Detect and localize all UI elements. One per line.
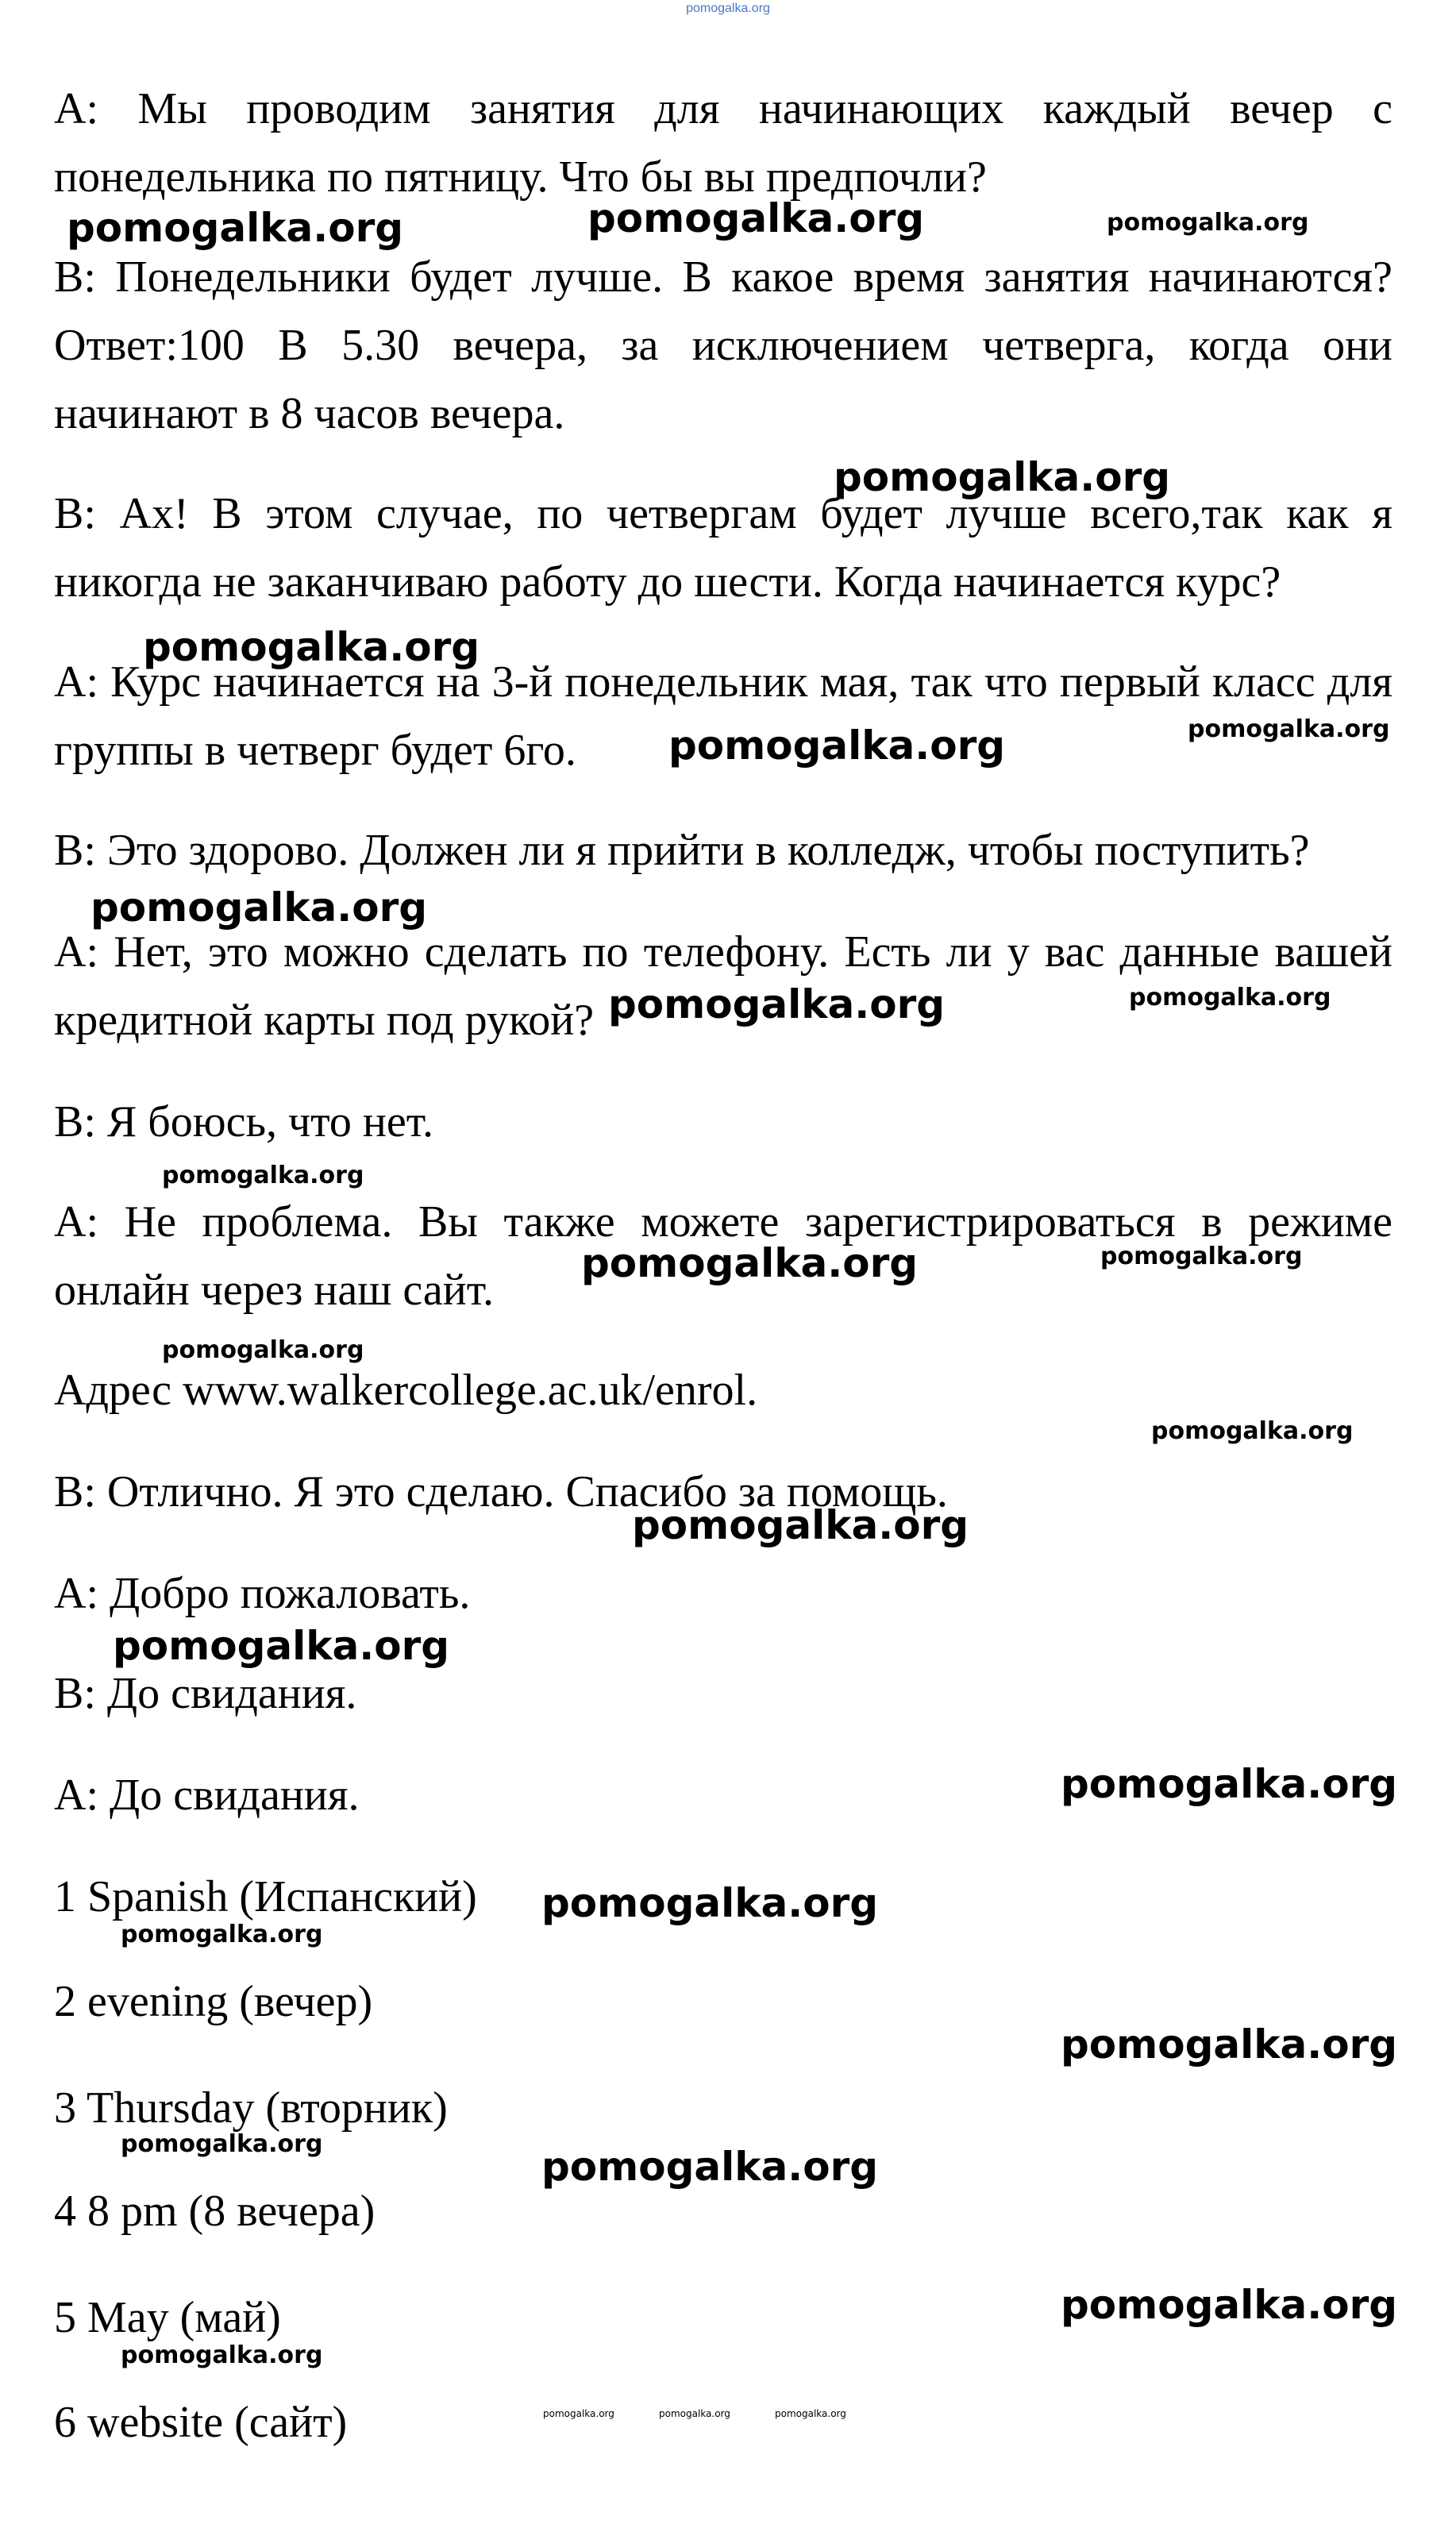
- watermark: pomogalka.org: [67, 205, 404, 251]
- dialogue-line: А: Курс начинается на 3-й понедельник мая, так что первый класс для группы в четверг будет 6го.: [54, 657, 1392, 775]
- page-header-watermark: pomogalka.org: [686, 2, 770, 15]
- dialogue-line: В: Отлично. Я это сделаю. Спасибо за помощь.: [54, 1467, 948, 1516]
- answer-item: 6 website (сайт): [54, 2398, 348, 2447]
- watermark: pomogalka.org: [121, 1921, 323, 1948]
- watermark: pomogalka.org: [775, 2408, 846, 2419]
- watermark: pomogalka.org: [1061, 2282, 1398, 2328]
- answer-item: 3 Thursday (вторник): [54, 2083, 448, 2133]
- answer-item: 4 8 pm (8 вечера): [54, 2187, 376, 2236]
- watermark: pomogalka.org: [834, 454, 1171, 500]
- watermark: pomogalka.org: [1151, 1417, 1354, 1445]
- watermark: pomogalka.org: [113, 1623, 450, 1669]
- watermark: pomogalka.org: [162, 1336, 364, 1364]
- watermark: pomogalka.org: [1061, 1761, 1398, 1807]
- watermark: pomogalka.org: [121, 2130, 323, 2158]
- dialogue-line: А: Нет, это можно сделать по телефону. Есть ли у вас данные вашей кредитной карты под рукой?: [54, 927, 1392, 1045]
- watermark: pomogalka.org: [1100, 1243, 1303, 1270]
- watermark: pomogalka.org: [541, 1880, 879, 1926]
- answer-item: 1 Spanish (Испанский): [54, 1872, 477, 1921]
- dialogue-line: В: Это здорово. Должен ли я прийти в колледж, чтобы поступить?: [54, 826, 1310, 875]
- dialogue-line: А: До свидания.: [54, 1771, 360, 1820]
- watermark: pomogalka.org: [1107, 209, 1309, 237]
- watermark: pomogalka.org: [632, 1502, 969, 1548]
- dialogue-line: В: Ах! В этом случае, по четвергам будет лучше всего,так как я никогда не заканчиваю работу до шести. Когда начинается курс?: [54, 489, 1392, 607]
- watermark: pomogalka.org: [581, 1240, 919, 1286]
- watermark: pomogalka.org: [587, 195, 925, 241]
- dialogue-line: В: Я боюсь, что нет.: [54, 1097, 433, 1146]
- answer-item: 2 evening (вечер): [54, 1977, 373, 2026]
- dialogue-line: А: Мы проводим занятия для начинающих каждый вечер с понедельника по пятницу. Что бы вы предпочли?: [54, 84, 1392, 202]
- watermark: pomogalka.org: [668, 723, 1006, 769]
- dialogue-line: В: До свидания.: [54, 1669, 357, 1718]
- watermark: pomogalka.org: [121, 2341, 323, 2369]
- watermark: pomogalka.org: [91, 884, 428, 931]
- watermark: pomogalka.org: [143, 624, 480, 670]
- watermark: pomogalka.org: [608, 981, 946, 1027]
- watermark: pomogalka.org: [1061, 2021, 1398, 2067]
- watermark: pomogalka.org: [1188, 715, 1390, 743]
- dialogue-line: А: Не проблема. Вы также можете зарегистрироваться в режиме онлайн через наш сайт.: [54, 1197, 1392, 1315]
- dialogue-line: Адрес www.walkercollege.ac.uk/enrol.: [54, 1366, 758, 1415]
- watermark: pomogalka.org: [162, 1162, 364, 1189]
- answer-item: 5 May (май): [54, 2293, 281, 2342]
- dialogue-line: В: Понедельники будет лучше. В какое время занятия начинаются? Ответ:100 В 5.30 вечера, за исключением четверга, когда они начинают в 8 часов вечера.: [54, 252, 1392, 438]
- dialogue-line: А: Добро пожаловать.: [54, 1569, 471, 1618]
- watermark: pomogalka.org: [659, 2408, 730, 2419]
- watermark: pomogalka.org: [541, 2144, 879, 2190]
- watermark: pomogalka.org: [1129, 984, 1331, 1012]
- watermark: pomogalka.org: [543, 2408, 614, 2419]
